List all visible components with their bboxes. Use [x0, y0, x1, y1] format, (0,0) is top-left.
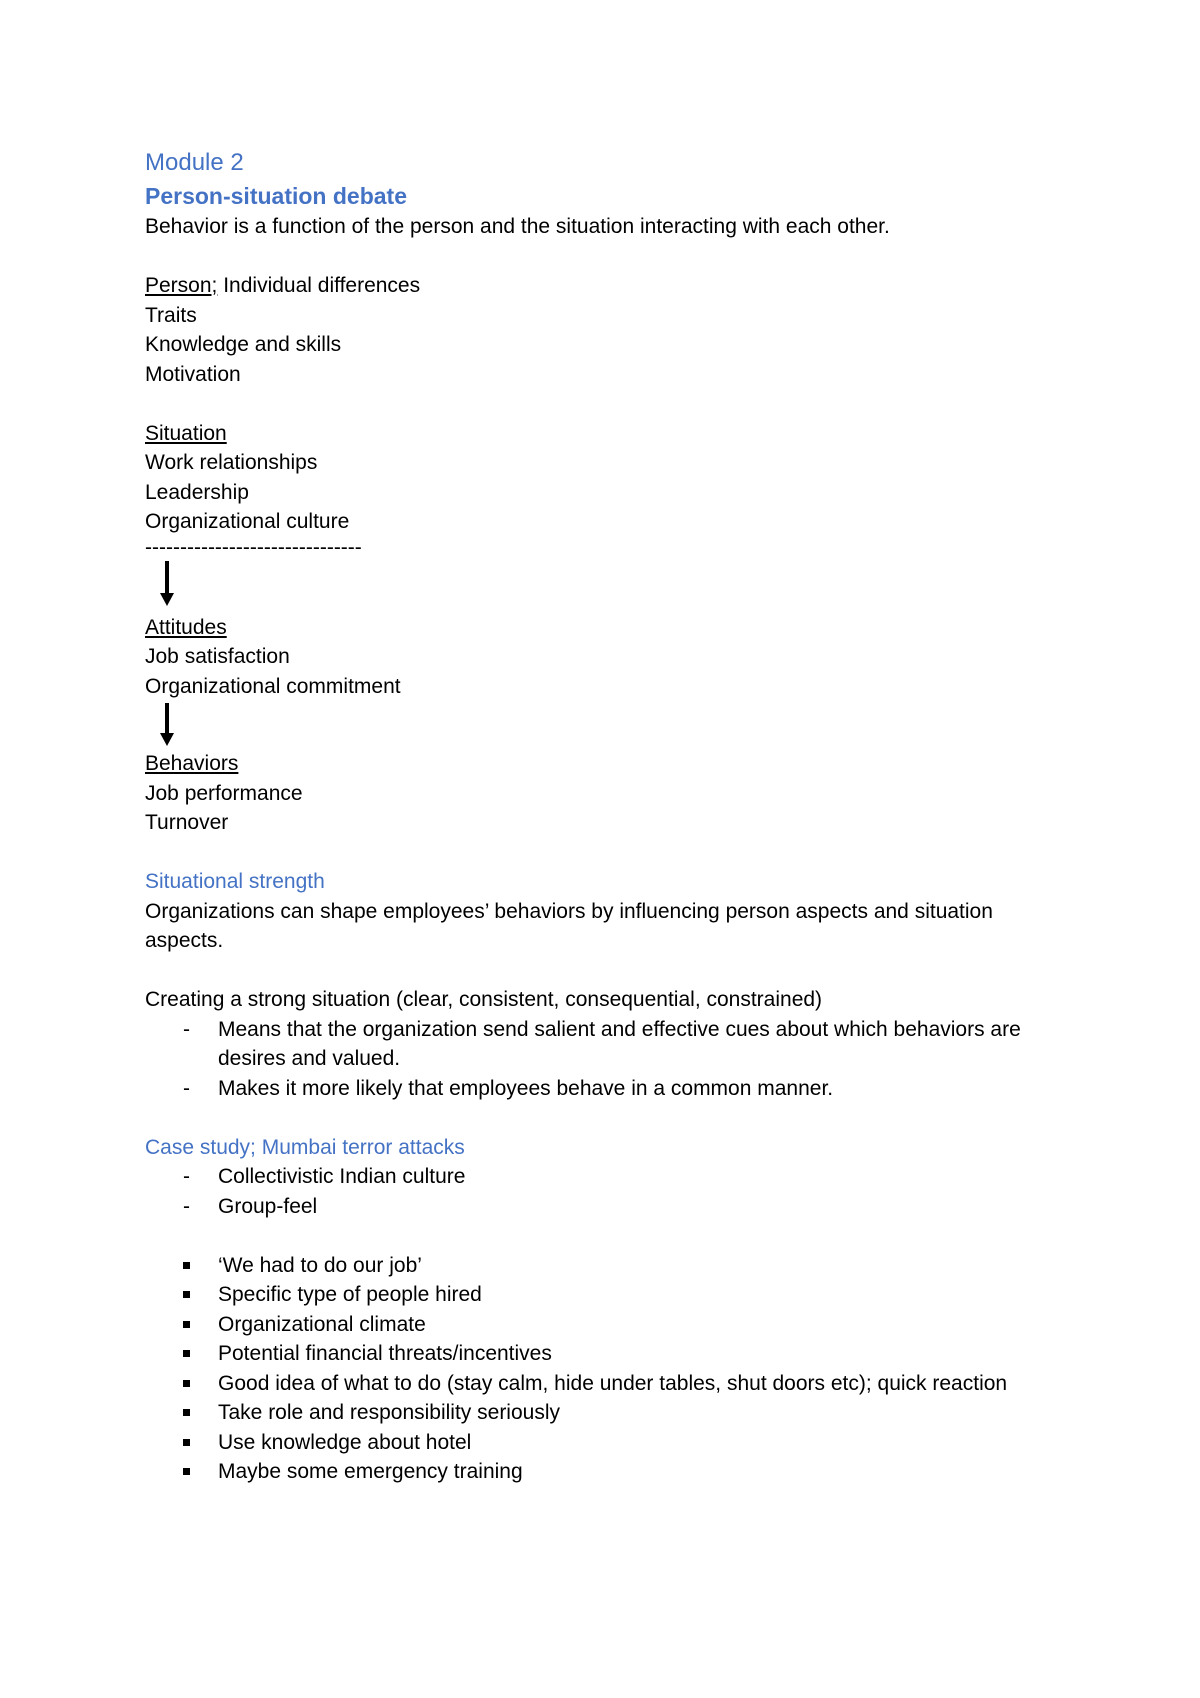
list-item-text: Potential financial threats/incentives: [218, 1342, 552, 1365]
list-item: [145, 1428, 1075, 1458]
divider-line: -------------------------------: [145, 535, 362, 559]
spacer: [145, 1103, 1075, 1133]
situation-item: Leadership: [145, 480, 249, 504]
situation-heading: [145, 419, 1075, 449]
section-heading-person-situation: Person-situation debate: [145, 183, 407, 209]
list-item: [145, 1339, 1075, 1369]
list-item-text: ‘We had to do our job’: [218, 1253, 422, 1277]
situation-item: Work relationships: [145, 451, 318, 474]
spacer: [145, 389, 1075, 419]
person-label: Person;: [145, 274, 218, 297]
person-item: Traits: [145, 303, 197, 327]
spacer: [145, 1221, 1075, 1251]
list-item: [145, 1369, 1075, 1399]
situation-item: Organizational culture: [145, 510, 350, 533]
list-item: [145, 1192, 1075, 1222]
down-arrow-icon: [145, 559, 1075, 613]
list-item: [145, 1457, 1075, 1487]
spacer: [145, 956, 1075, 986]
list-item: [145, 1398, 1075, 1428]
attitudes-item: Organizational commitment: [145, 674, 401, 698]
square-bullet-icon: [183, 1380, 190, 1387]
spacer: [145, 242, 1075, 272]
behaviors-item: Job performance: [145, 781, 303, 805]
situational-strength-paragraph: Organizations can shape employees’ behaviors by influencing person aspects and situation aspects.: [145, 899, 993, 952]
square-bullet-icon: [183, 1291, 190, 1298]
dash-marker: -: [183, 1076, 190, 1100]
list-item-text: Makes it more likely that employees behave in a common manner.: [218, 1076, 834, 1100]
list-item-text: Specific type of people hired: [218, 1283, 482, 1306]
spacer: [145, 838, 1075, 868]
behaviors-label: Behaviors: [145, 752, 239, 775]
dash-marker: -: [183, 1017, 190, 1041]
dash-marker: -: [183, 1165, 190, 1188]
square-bullet-icon: [183, 1350, 190, 1357]
attitudes-heading: [145, 613, 1075, 643]
list-item: [145, 1310, 1075, 1340]
module-title: Module 2: [145, 149, 244, 176]
person-label-rest: Individual differences: [217, 274, 421, 297]
behaviors-heading: [145, 749, 1075, 779]
square-bullet-icon: [183, 1468, 190, 1475]
person-item: Knowledge and skills: [145, 333, 342, 356]
list-item-text: Collectivistic Indian culture: [218, 1165, 466, 1188]
square-bullet-icon: [183, 1321, 190, 1328]
list-item-text: Take role and responsibility seriously: [218, 1401, 560, 1424]
attitudes-item: Job satisfaction: [145, 645, 290, 668]
square-bullet-icon: [183, 1439, 190, 1446]
person-heading: [145, 271, 1075, 301]
list-item: [145, 1251, 1075, 1281]
list-item-text: Maybe some emergency training: [218, 1460, 523, 1483]
list-item-text: Means that the organization send salient and effective cues about which behaviors are desires and valued.: [218, 1017, 1021, 1070]
list-item-text: Organizational climate: [218, 1312, 426, 1336]
list-item-text: Group-feel: [218, 1194, 318, 1218]
situation-label: Situation: [145, 421, 227, 445]
intro-text: Behavior is a function of the person and the situation interacting with each other.: [145, 215, 890, 238]
list-item: [145, 1280, 1075, 1310]
list-item-text: Good idea of what to do (stay calm, hide under tables, shut doors etc); quick reaction: [218, 1371, 1008, 1395]
attitudes-label: Attitudes: [145, 615, 227, 639]
list-item: [145, 1162, 1075, 1192]
document-page: [145, 146, 1075, 1487]
section-heading-case-study: Case study; Mumbai terror attacks: [145, 1135, 465, 1159]
down-arrow-icon: [145, 701, 1075, 749]
list-item: [145, 1074, 1075, 1104]
section-heading-situational-strength: Situational strength: [145, 870, 325, 893]
list-item-text: Use knowledge about hotel: [218, 1430, 472, 1454]
dash-marker: -: [183, 1194, 190, 1218]
behaviors-item: Turnover: [145, 811, 229, 834]
strong-situation-text: Creating a strong situation (clear, consistent, consequential, constrained): [145, 988, 823, 1011]
person-item: Motivation: [145, 362, 241, 386]
list-item: [145, 1015, 1075, 1074]
square-bullet-icon: [183, 1409, 190, 1416]
square-bullet-icon: [183, 1262, 190, 1269]
